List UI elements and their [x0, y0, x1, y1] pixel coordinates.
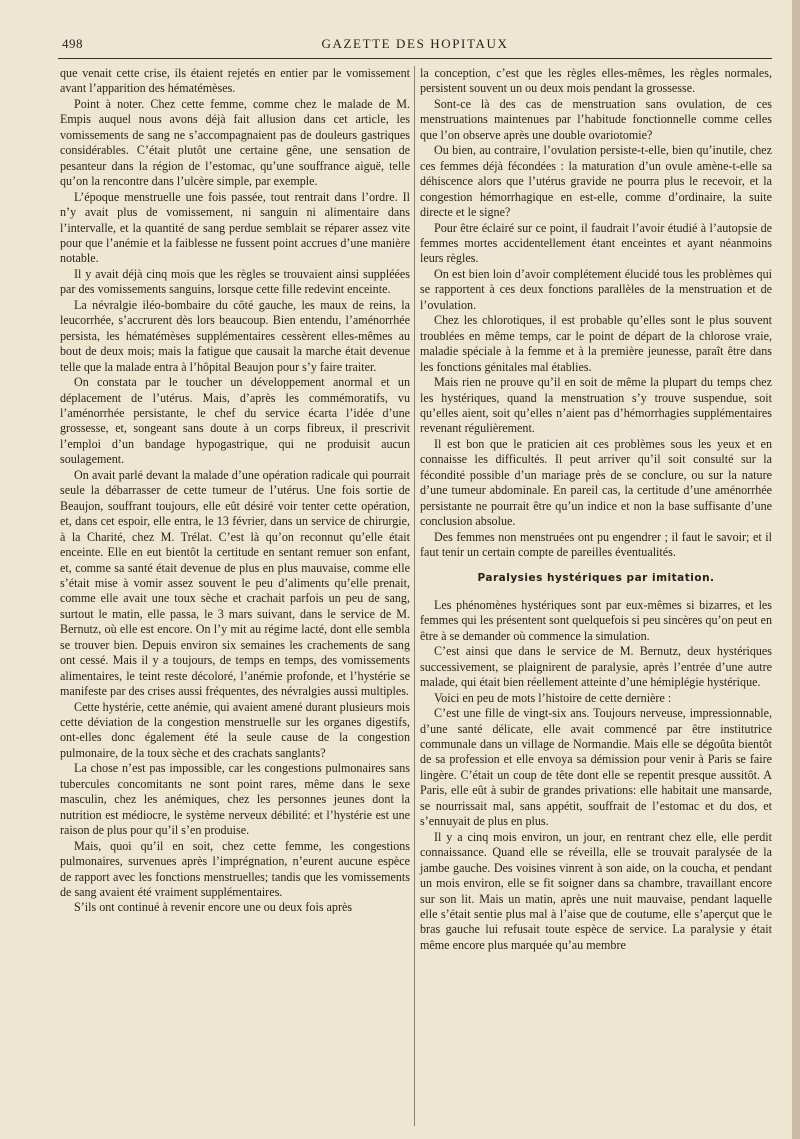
paragraph: Les phénomènes hystériques sont par eux-mêmes si bizarres, et les femmes qui les présentent sont quelquefois si peu sincères qu’on peut en être à se demander où commence la simulation. — [420, 597, 772, 643]
paragraph: Cette hystérie, cette anémie, qui avaient amené durant plusieurs mois cette déviation de la congestion menstruelle sur les organes digestifs, ont-elles donc également été la seule cause de la congestion pulmonaire, de la toux sèche et des crachats sanglants? — [60, 699, 410, 760]
paragraph: Sont-ce là des cas de menstruation sans ovulation, de ces menstruations maintenues par l’habitude fonctionnelle comme celles que l’on observe après une double ovariotomie? — [420, 96, 772, 142]
column-divider — [414, 66, 415, 1126]
section-heading: Paralysies hystériques par imitation. — [477, 571, 715, 584]
paragraph: La névralgie iléo-bombaire du côté gauche, les maux de reins, la leucorrhée, s’accrurent dès lors beaucoup. Bien entendu, l’aménorrhée persista, les hématémèses supplémentaires cessèrent elles-mêmes au bout de deux mois; mais la fatigue que causait la marche était devenue telle que la malade entra à l’hôpital Beaujon pour s’y faire traiter. — [60, 297, 410, 374]
paragraph: Mais, quoi qu’il en soit, chez cette femme, les congestions pulmonaires, survenues après l’imprégnation, n’eurent aucune espèce de rapport avec les fonctions menstruelles; tandis que les vomissements de sang avaient été vraiment supplémentaires. — [60, 838, 410, 900]
right-column — [420, 66, 772, 953]
left-column — [60, 66, 410, 916]
paragraph: la conception, c’est que les règles elles-mêmes, les règles normales, persistent souvent un ou deux mois pendant la grossesse. — [420, 66, 772, 96]
text-columns — [60, 66, 772, 1126]
paragraph: Ou bien, au contraire, l’ovulation persiste-t-elle, bien qu’inutile, chez ces femmes déjà fécondées : la maturation d’un ovule amène-t-elle sa déhiscence alors que l’utérus gravide ne pourra plus le recevoir, et la congestion hémorrhagique en est-elle, comme d’ordinaire, la suite directe et le signe? — [420, 143, 772, 220]
paragraph: Point à noter. Chez cette femme, comme chez le malade de M. Empis auquel nous avons déjà fait allusion dans cet article, les vomissements de sang ne s’accompagnaient pas de douleurs gastriques considérables. C’était plutôt une certaine gêne, une sensation de pesanteur dans la région de l’estomac, qu’une souffrance aiguë, telle qu’on la rencontre dans l’ulcère simple, par exemple. — [60, 96, 410, 189]
journal-title: GAZETTE DES HOPITAUX — [321, 36, 509, 51]
header-rule — [58, 58, 772, 59]
paragraph: Il est bon que le praticien ait ces problèmes sous les yeux et en connaisse les difficultés. Il peut arriver qu’il soit consulté sur la fécondité possible d’un mariage près de se conclure, ou sur la nature d’une tumeur abdominale. En pareil cas, la certitude d’une aménorrhée persistante ne pourrait être qu’un indice et non la base suffisante d’une conclusion absolue. — [420, 436, 772, 529]
paragraph: Des femmes non menstruées ont pu engendrer ; il faut le savoir; et il faut tenir un certain compte de pareilles éventualités. — [420, 529, 772, 560]
paragraph: S’ils ont continué à revenir encore une ou deux fois après — [74, 900, 353, 915]
paragraph: On est bien loin d’avoir complétement élucidé tous les problèmes qui se rapportent à ces deux fonctions parallèles de la menstruation et de l’ovulation. — [420, 266, 772, 312]
page-header — [58, 34, 772, 56]
paragraph: C’est une fille de vingt-six ans. Toujours nerveuse, impressionnable, d’une santé délicate, elle avait commencé par être institutrice communale dans un village de Normandie. Mais elle se dégoûta bientôt de sa profession et elle envoya sa démission pour venir à Paris se faire lingère. C’était un coup de tête dont elle se repentit presque aussitôt. A Paris, elle eût à subir de grandes privations: elle habitait une mansarde, se nourrissait mal, sans appétit, souffrait de l’estomac et du dos, et s’ennuyait de plus en plus. — [420, 706, 772, 829]
paragraph: C’est ainsi que dans le service de M. Bernutz, deux hystériques successivement, se plaignirent de paralysie, après l’entrée d’une autre malade, qui était bien réellement atteinte d’une hémiplégie hystérique. — [420, 644, 772, 690]
paragraph: que venait cette crise, ils étaient rejetés en entier par le vomissement avant l’apparition des hématémèses. — [60, 66, 410, 96]
paragraph: Il y a cinq mois environ, un jour, en rentrant chez elle, elle perdit connaissance. Quand elle se réveilla, elle se trouvait paralysée de la jambe gauche. Des voisines vinrent à son aide, on la coucha, et pendant un mois environ, elle se fit soigner dans sa chambre, travaillant encore sur son lit. Mais un matin, après une nuit mauvaise, pendant laquelle elle s’était sentie plus mal à l’aise que de coutume, elle s’aperçut que le bras gauche lui refusait toute espèce de service. La paralysie y était même encore plus marquée qu’au membre — [420, 829, 772, 952]
paragraph: Il y avait déjà cinq mois que les règles se trouvaient ainsi suppléées par des vomissements sanguins, lorsque cette fille redevint enceinte. — [60, 266, 410, 297]
paragraph: Voici en peu de mots l’histoire de cette dernière : — [434, 690, 672, 705]
page-number: 498 — [62, 36, 83, 51]
paragraph: Mais rien ne prouve qu’il en soit de même la plupart du temps chez les hystériques, quand la menstruation s’y trouve suspendue, soit qu’elles aient, soit qu’elles n’aient pas d’hémorrhagies supplémentaires revenant régulièrement. — [420, 375, 772, 436]
paragraph: L’époque menstruelle une fois passée, tout rentrait dans l’ordre. Il n’y avait plus de vomissement, ni sanguin ni alimentaire dans l’intervalle, et la quantité de sang perdue semblait se réparer assez vite pour que l’anémie et la faiblesse ne fussent point accrues d’une manière notable. — [60, 189, 410, 266]
page-edge — [792, 0, 800, 1139]
paragraph: Pour être éclairé sur ce point, il faudrait l’avoir étudié à l’autopsie de femmes mortes accidentellement étant enceintes et ayant néanmoins leurs règles. — [420, 220, 772, 266]
paragraph: On avait parlé devant la malade d’une opération radicale qui pourrait seule la débarrasser de cette tumeur de l’utérus. Une fois sortie de Beaujon, souffrant toujours, elle eût désiré voir tenter cette opération, et, dans cet espoir, elle entra, le 13 février, dans un service de chirurgie, à la Charité, chez M. Trélat. C’est là qu’on reconnut qu’elle était enceinte. Elle en eut bientôt la certitude en sentant remuer son enfant, et, comme sa santé était devenue de plus en plus mauvaise, comme elle s’était mise à vomir assez souvent le peu d’aliments qu’elle prenait, comme elle avait une toux sèche et crachait parfois un peu de sang, surtout le matin, elle passa, le 3 mars suivant, dans le service de M. Bernutz, où elle est encore. On l’y mit au régime lacté, dont elle sembla se trouver bien. Depuis environ six semaines les crachements de sang ont cessé. Mais il y a toujours, de temps en temps, des vomissements alimentaires, le teint reste décoloré, l’anémie profonde, et l’hystérie se manifeste par des crises aussi fréquentes, des névralgies aussi multiples. — [60, 467, 410, 699]
paragraph: Chez les chlorotiques, il est probable qu’elles sont le plus souvent troublées en même temps, car le point de départ de la chlorose vraie, maladie spéciale à la femme et à la première jeunesse, paraît être dans les fonctions génitales mal établies. — [420, 313, 772, 374]
paragraph: La chose n’est pas impossible, car les congestions pulmonaires sans tubercules concomitants ne sont point rares, même dans le sexe masculin, chez les anémiques, chez les personnes jeunes dont la nutrition est médiocre, le système nerveux débilité: et l’hystérie est une raison de plus pour qu’il s’en produise. — [60, 761, 410, 838]
paragraph: On constata par le toucher un développement anormal et un déplacement de l’utérus. Mais, d’après les commémoratifs, vu l’aménorrhée persistante, le chef du service écarta l’idée d’une grossesse, et, songeant sans doute à un corps fibreux, il prescrivit l’emploi d’un bandage hypogastrique, qui ne produisit aucun soulagement. — [60, 375, 410, 467]
